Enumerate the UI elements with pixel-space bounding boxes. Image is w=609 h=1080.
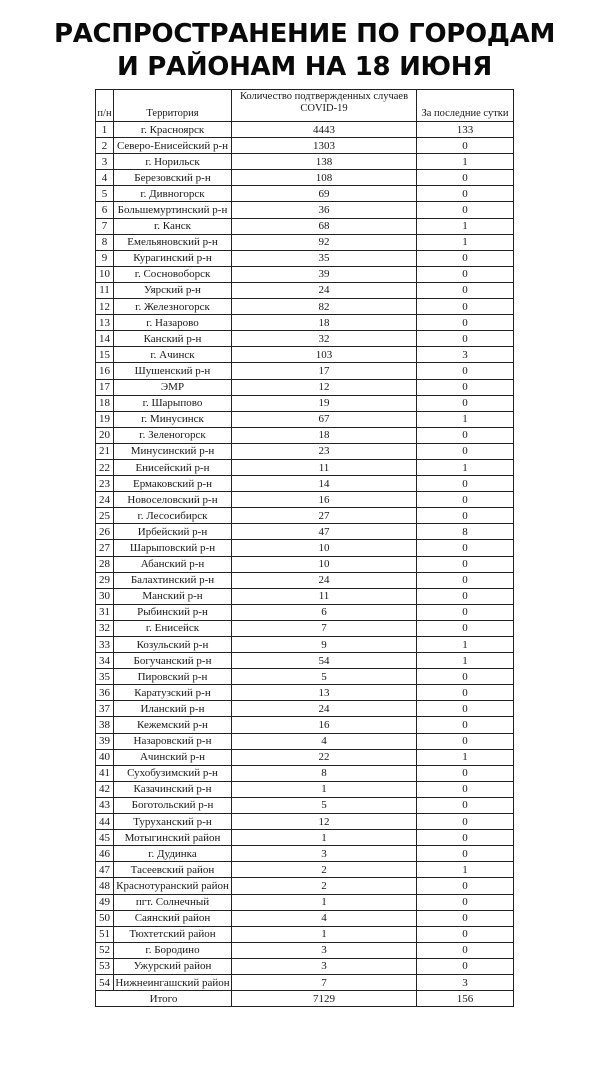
row-number: 44 — [96, 814, 114, 830]
row-number: 38 — [96, 717, 114, 733]
row-confirmed-cases: 23 — [232, 443, 417, 459]
row-last-day: 0 — [417, 395, 514, 411]
table-row — [96, 202, 514, 218]
table-row — [96, 154, 514, 170]
row-territory: Мотыгинский район — [114, 830, 232, 846]
row-last-day: 0 — [417, 331, 514, 347]
row-territory: ЭМР — [114, 379, 232, 395]
row-number: 47 — [96, 862, 114, 878]
row-last-day: 0 — [417, 379, 514, 395]
row-last-day: 0 — [417, 620, 514, 636]
header-last-day: За последние сутки — [417, 90, 514, 122]
row-confirmed-cases: 1303 — [232, 138, 417, 154]
row-last-day: 0 — [417, 781, 514, 797]
row-territory: г. Дудинка — [114, 846, 232, 862]
row-last-day: 1 — [417, 218, 514, 234]
table-row — [96, 685, 514, 701]
row-last-day: 0 — [417, 830, 514, 846]
row-last-day: 0 — [417, 846, 514, 862]
row-confirmed-cases: 4 — [232, 910, 417, 926]
title-line-2: И РАЙОНАМ НА 18 ИЮНЯ — [117, 52, 492, 82]
row-territory: Ужурский район — [114, 958, 232, 974]
row-confirmed-cases: 7 — [232, 620, 417, 636]
row-number: 9 — [96, 250, 114, 266]
row-number: 48 — [96, 878, 114, 894]
row-last-day: 0 — [417, 814, 514, 830]
row-number: 35 — [96, 669, 114, 685]
row-last-day: 1 — [417, 749, 514, 765]
row-number: 6 — [96, 202, 114, 218]
row-confirmed-cases: 1 — [232, 894, 417, 910]
row-confirmed-cases: 5 — [232, 797, 417, 813]
row-last-day: 0 — [417, 443, 514, 459]
row-number: 32 — [96, 620, 114, 636]
title-line-1: РАСПРОСТРАНЕНИЕ ПО ГОРОДАМ — [53, 19, 556, 49]
row-territory: Тасеевский район — [114, 862, 232, 878]
table-row — [96, 138, 514, 154]
table-row — [96, 669, 514, 685]
row-territory: Енисейский р-н — [114, 459, 232, 475]
table-row — [96, 282, 514, 298]
header-confirmed-cases — [232, 90, 417, 122]
row-last-day: 0 — [417, 315, 514, 331]
table-row — [96, 266, 514, 282]
row-confirmed-cases: 138 — [232, 154, 417, 170]
row-confirmed-cases: 18 — [232, 427, 417, 443]
table-row — [96, 830, 514, 846]
row-last-day: 1 — [417, 862, 514, 878]
row-number: 2 — [96, 138, 114, 154]
table-row — [96, 588, 514, 604]
row-confirmed-cases: 5 — [232, 669, 417, 685]
table-row — [96, 122, 514, 138]
row-last-day: 0 — [417, 202, 514, 218]
row-last-day: 0 — [417, 363, 514, 379]
row-last-day: 0 — [417, 604, 514, 620]
row-confirmed-cases: 11 — [232, 588, 417, 604]
row-last-day: 0 — [417, 170, 514, 186]
row-last-day: 0 — [417, 299, 514, 315]
row-number: 46 — [96, 846, 114, 862]
row-last-day: 0 — [417, 492, 514, 508]
row-territory: г. Шарыпово — [114, 395, 232, 411]
row-number: 8 — [96, 234, 114, 250]
row-number: 16 — [96, 363, 114, 379]
row-confirmed-cases: 22 — [232, 749, 417, 765]
table-row — [96, 186, 514, 202]
row-last-day: 1 — [417, 459, 514, 475]
row-number: 3 — [96, 154, 114, 170]
row-confirmed-cases: 39 — [232, 266, 417, 282]
row-last-day: 0 — [417, 186, 514, 202]
row-territory: г. Енисейск — [114, 620, 232, 636]
table-row — [96, 572, 514, 588]
row-territory: Боготольский р-н — [114, 797, 232, 813]
row-number: 15 — [96, 347, 114, 363]
row-territory: Манский р-н — [114, 588, 232, 604]
row-territory: Ачинский р-н — [114, 749, 232, 765]
row-confirmed-cases: 27 — [232, 508, 417, 524]
table-row — [96, 620, 514, 636]
row-confirmed-cases: 10 — [232, 556, 417, 572]
row-confirmed-cases: 35 — [232, 250, 417, 266]
row-number: 25 — [96, 508, 114, 524]
table-row — [96, 797, 514, 813]
row-number: 27 — [96, 540, 114, 556]
row-confirmed-cases: 2 — [232, 862, 417, 878]
row-last-day: 0 — [417, 476, 514, 492]
table-row — [96, 958, 514, 974]
row-number: 11 — [96, 282, 114, 298]
row-confirmed-cases: 24 — [232, 572, 417, 588]
row-confirmed-cases: 8 — [232, 765, 417, 781]
table-row — [96, 604, 514, 620]
row-confirmed-cases: 14 — [232, 476, 417, 492]
row-number: 49 — [96, 894, 114, 910]
row-last-day: 0 — [417, 717, 514, 733]
table-row — [96, 540, 514, 556]
row-territory: г. Норильск — [114, 154, 232, 170]
table-row — [96, 814, 514, 830]
row-territory: г. Ачинск — [114, 347, 232, 363]
table-row — [96, 315, 514, 331]
row-last-day: 0 — [417, 669, 514, 685]
row-confirmed-cases: 47 — [232, 524, 417, 540]
row-territory: Шарыповский р-н — [114, 540, 232, 556]
row-territory: г. Минусинск — [114, 411, 232, 427]
table-row — [96, 492, 514, 508]
row-last-day: 1 — [417, 637, 514, 653]
table-row — [96, 701, 514, 717]
row-last-day: 1 — [417, 234, 514, 250]
row-last-day: 0 — [417, 765, 514, 781]
table-row — [96, 299, 514, 315]
row-last-day: 3 — [417, 347, 514, 363]
row-confirmed-cases: 7 — [232, 974, 417, 990]
row-last-day: 0 — [417, 427, 514, 443]
row-confirmed-cases: 82 — [232, 299, 417, 315]
table-row — [96, 443, 514, 459]
table-row — [96, 910, 514, 926]
row-number: 42 — [96, 781, 114, 797]
table-row — [96, 749, 514, 765]
row-territory: Северо-Енисейский р-н — [114, 138, 232, 154]
table-row — [96, 926, 514, 942]
table-row — [96, 862, 514, 878]
row-number: 54 — [96, 974, 114, 990]
table-row — [96, 974, 514, 990]
row-confirmed-cases: 67 — [232, 411, 417, 427]
row-territory: Новоселовский р-н — [114, 492, 232, 508]
table-row — [96, 508, 514, 524]
row-last-day: 0 — [417, 282, 514, 298]
row-territory: Туруханский р-н — [114, 814, 232, 830]
row-confirmed-cases: 11 — [232, 459, 417, 475]
row-territory: Саянский район — [114, 910, 232, 926]
row-number: 13 — [96, 315, 114, 331]
row-territory: Ирбейский р-н — [114, 524, 232, 540]
row-number: 22 — [96, 459, 114, 475]
row-last-day: 0 — [417, 572, 514, 588]
table-row — [96, 878, 514, 894]
header-territory: Территория — [114, 90, 232, 122]
table-row — [96, 363, 514, 379]
header-confirmed-cases-line-2: COVID-19 — [300, 103, 348, 114]
row-territory: г. Канск — [114, 218, 232, 234]
row-territory: г. Дивногорск — [114, 186, 232, 202]
row-territory: Краснотуранский район — [114, 878, 232, 894]
row-number: 10 — [96, 266, 114, 282]
header-confirmed-cases-line-1: Количество подтвержденных случаев — [239, 91, 409, 102]
row-territory: Березовский р-н — [114, 170, 232, 186]
row-territory: Пировский р-н — [114, 669, 232, 685]
table-row — [96, 379, 514, 395]
row-confirmed-cases: 12 — [232, 814, 417, 830]
row-confirmed-cases: 3 — [232, 958, 417, 974]
row-number: 1 — [96, 122, 114, 138]
row-territory: Канский р-н — [114, 331, 232, 347]
row-territory: Балахтинский р-н — [114, 572, 232, 588]
row-last-day: 0 — [417, 266, 514, 282]
total-cases: 7129 — [232, 991, 417, 1007]
table-row — [96, 427, 514, 443]
row-territory: Каратузский р-н — [114, 685, 232, 701]
row-number: 24 — [96, 492, 114, 508]
table-row — [96, 846, 514, 862]
row-confirmed-cases: 92 — [232, 234, 417, 250]
row-territory: Рыбинский р-н — [114, 604, 232, 620]
row-last-day: 0 — [417, 556, 514, 572]
row-territory: г. Бородино — [114, 942, 232, 958]
row-number: 41 — [96, 765, 114, 781]
row-territory: Уярский р-н — [114, 282, 232, 298]
row-last-day: 0 — [417, 685, 514, 701]
page-title — [0, 18, 609, 84]
row-confirmed-cases: 13 — [232, 685, 417, 701]
row-number: 33 — [96, 637, 114, 653]
table-row — [96, 218, 514, 234]
row-number: 12 — [96, 299, 114, 315]
row-last-day: 0 — [417, 733, 514, 749]
row-number: 51 — [96, 926, 114, 942]
row-territory: Кежемский р-н — [114, 717, 232, 733]
row-confirmed-cases: 68 — [232, 218, 417, 234]
row-territory: Сухобузимский р-н — [114, 765, 232, 781]
row-last-day: 0 — [417, 138, 514, 154]
row-confirmed-cases: 1 — [232, 781, 417, 797]
row-confirmed-cases: 108 — [232, 170, 417, 186]
table-header-row — [96, 90, 514, 122]
row-confirmed-cases: 24 — [232, 701, 417, 717]
row-last-day: 0 — [417, 588, 514, 604]
row-number: 40 — [96, 749, 114, 765]
row-last-day: 1 — [417, 154, 514, 170]
row-last-day: 0 — [417, 942, 514, 958]
row-territory: Емельяновский р-н — [114, 234, 232, 250]
row-territory: г. Лесосибирск — [114, 508, 232, 524]
row-confirmed-cases: 69 — [232, 186, 417, 202]
row-number: 26 — [96, 524, 114, 540]
row-confirmed-cases: 1 — [232, 830, 417, 846]
row-last-day: 1 — [417, 653, 514, 669]
row-confirmed-cases: 17 — [232, 363, 417, 379]
row-territory: Абанский р-н — [114, 556, 232, 572]
row-territory: пгт. Солнечный — [114, 894, 232, 910]
row-territory: Курагинский р-н — [114, 250, 232, 266]
table-row — [96, 653, 514, 669]
row-territory: Минусинский р-н — [114, 443, 232, 459]
row-last-day: 0 — [417, 508, 514, 524]
row-last-day: 0 — [417, 797, 514, 813]
row-number: 34 — [96, 653, 114, 669]
table-row — [96, 717, 514, 733]
row-number: 43 — [96, 797, 114, 813]
table-row — [96, 733, 514, 749]
table-row — [96, 395, 514, 411]
row-number: 50 — [96, 910, 114, 926]
header-number: п/н — [96, 90, 114, 122]
row-number: 18 — [96, 395, 114, 411]
row-number: 36 — [96, 685, 114, 701]
row-confirmed-cases: 12 — [232, 379, 417, 395]
row-number: 17 — [96, 379, 114, 395]
row-number: 23 — [96, 476, 114, 492]
row-last-day: 0 — [417, 910, 514, 926]
row-confirmed-cases: 103 — [232, 347, 417, 363]
row-last-day: 0 — [417, 878, 514, 894]
row-number: 53 — [96, 958, 114, 974]
row-number: 31 — [96, 604, 114, 620]
table-body — [96, 122, 514, 991]
row-last-day: 0 — [417, 958, 514, 974]
row-territory: Казачинский р-н — [114, 781, 232, 797]
table-row — [96, 250, 514, 266]
row-territory: Ермаковский р-н — [114, 476, 232, 492]
table-row — [96, 524, 514, 540]
row-last-day: 133 — [417, 122, 514, 138]
row-territory: г. Красноярск — [114, 122, 232, 138]
row-number: 20 — [96, 427, 114, 443]
table-row — [96, 476, 514, 492]
row-confirmed-cases: 3 — [232, 942, 417, 958]
row-number: 19 — [96, 411, 114, 427]
table-row — [96, 894, 514, 910]
table-row — [96, 765, 514, 781]
row-number: 28 — [96, 556, 114, 572]
row-confirmed-cases: 9 — [232, 637, 417, 653]
table-row — [96, 556, 514, 572]
row-confirmed-cases: 36 — [232, 202, 417, 218]
row-territory: Тюхтетский район — [114, 926, 232, 942]
row-territory: Назаровский р-н — [114, 733, 232, 749]
row-confirmed-cases: 16 — [232, 492, 417, 508]
table-row — [96, 459, 514, 475]
row-confirmed-cases: 2 — [232, 878, 417, 894]
row-number: 45 — [96, 830, 114, 846]
row-last-day: 8 — [417, 524, 514, 540]
table-row — [96, 781, 514, 797]
table-row — [96, 234, 514, 250]
row-confirmed-cases: 32 — [232, 331, 417, 347]
table-row — [96, 331, 514, 347]
row-last-day: 0 — [417, 250, 514, 266]
row-confirmed-cases: 1 — [232, 926, 417, 942]
row-confirmed-cases: 16 — [232, 717, 417, 733]
row-number: 7 — [96, 218, 114, 234]
row-last-day: 0 — [417, 894, 514, 910]
total-last-day: 156 — [417, 991, 514, 1007]
row-territory: Иланский р-н — [114, 701, 232, 717]
table-row — [96, 942, 514, 958]
table-row — [96, 411, 514, 427]
row-last-day: 0 — [417, 540, 514, 556]
row-number: 52 — [96, 942, 114, 958]
row-number: 4 — [96, 170, 114, 186]
row-number: 29 — [96, 572, 114, 588]
row-territory: г. Зеленогорск — [114, 427, 232, 443]
table-row — [96, 170, 514, 186]
row-number: 30 — [96, 588, 114, 604]
total-label: Итого — [96, 991, 232, 1007]
total-row — [96, 991, 514, 1007]
row-number: 37 — [96, 701, 114, 717]
row-number: 5 — [96, 186, 114, 202]
row-territory: Шушенский р-н — [114, 363, 232, 379]
table-row — [96, 347, 514, 363]
row-confirmed-cases: 24 — [232, 282, 417, 298]
row-last-day: 0 — [417, 926, 514, 942]
row-territory: Богучанский р-н — [114, 653, 232, 669]
row-territory: г. Сосновоборск — [114, 266, 232, 282]
row-territory: г. Железногорск — [114, 299, 232, 315]
row-number: 14 — [96, 331, 114, 347]
row-confirmed-cases: 10 — [232, 540, 417, 556]
row-territory: Большемуртинский р-н — [114, 202, 232, 218]
row-last-day: 3 — [417, 974, 514, 990]
row-last-day: 1 — [417, 411, 514, 427]
row-territory: г. Назарово — [114, 315, 232, 331]
row-last-day: 0 — [417, 701, 514, 717]
row-confirmed-cases: 18 — [232, 315, 417, 331]
row-territory: Козульский р-н — [114, 637, 232, 653]
row-confirmed-cases: 4 — [232, 733, 417, 749]
row-number: 39 — [96, 733, 114, 749]
row-confirmed-cases: 3 — [232, 846, 417, 862]
table-row — [96, 637, 514, 653]
row-confirmed-cases: 54 — [232, 653, 417, 669]
row-confirmed-cases: 6 — [232, 604, 417, 620]
row-number: 21 — [96, 443, 114, 459]
row-confirmed-cases: 4443 — [232, 122, 417, 138]
row-territory: Нижнеингашский район — [114, 974, 232, 990]
row-confirmed-cases: 19 — [232, 395, 417, 411]
covid-cases-table — [95, 89, 514, 1007]
